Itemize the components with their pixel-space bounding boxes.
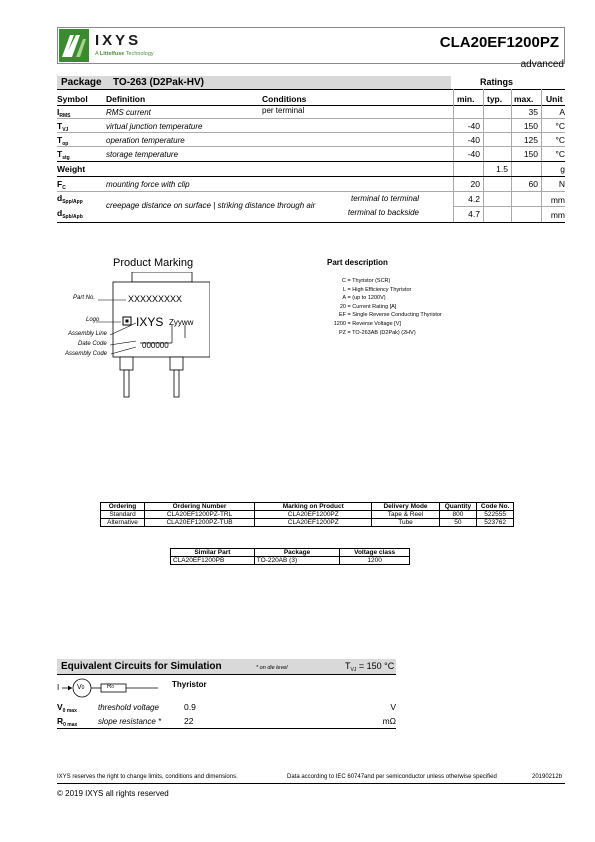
circuit-current-label: I	[57, 683, 60, 692]
marking-label-date-code: Date Code	[78, 341, 107, 347]
tvj-condition: $T_{VJ} = 150$ °C	[345, 661, 395, 673]
row-max: 35	[528, 107, 538, 117]
row-unit: N	[558, 179, 565, 189]
list-item: EF = Single Reverse Conducting Thyristor	[338, 312, 442, 319]
col-header-max: max.	[514, 94, 534, 104]
part-description-list	[322, 278, 482, 338]
ixys-logo-icon	[59, 29, 89, 62]
row-min: -40	[467, 149, 480, 159]
table-cell: Tube	[372, 519, 439, 527]
circuit-r0-label: R0	[107, 684, 114, 690]
table-cell: 523762	[477, 519, 514, 527]
row-definition: virtual junction temperature	[106, 122, 203, 131]
row-divider	[57, 161, 565, 162]
row-unit: °C	[555, 121, 565, 131]
table-header-row	[171, 549, 410, 557]
row-unit: V	[390, 702, 396, 712]
col-header: Voltage class	[340, 549, 410, 557]
table-cell: TO-220AB (3)	[254, 557, 340, 565]
table-cell: CLA20EF1200PZ-TUB	[145, 519, 255, 527]
part-number-title: CLA20EF1200PZ	[439, 34, 559, 51]
table-cell: Alternative	[101, 519, 145, 527]
row-max: 150	[523, 121, 538, 131]
row-min: 4.7	[468, 209, 480, 219]
marking-label-assembly-line: Assembly Line	[68, 331, 108, 337]
table-cell: 1200	[340, 557, 410, 565]
marking-label-logo: Logo	[86, 317, 100, 323]
table-row: Weight	[57, 164, 86, 174]
col-header: Delivery Mode	[372, 503, 439, 511]
row-min: -40	[467, 135, 480, 145]
list-item: A = (up to 1200V)	[342, 295, 386, 302]
table-row: $d_{Spp/App}$	[57, 193, 83, 205]
table-cell: CLA20EF1200PZ-TRL	[145, 511, 255, 519]
marking-leader-lines	[96, 297, 141, 357]
col-header-unit: Unit	[546, 94, 563, 104]
table-row: $I_{RMS}$	[57, 107, 71, 119]
col-header: Ordering	[101, 503, 145, 511]
col-header-symbol: Symbol	[57, 94, 88, 104]
marking-code-text: 000000	[142, 341, 169, 350]
row-definition: slope resistance *	[98, 717, 162, 726]
row-max: 60	[528, 179, 538, 189]
row-divider	[57, 191, 565, 192]
ordering-table	[100, 502, 514, 527]
col-header-conditions: Conditions	[262, 94, 307, 104]
row-condition: terminal to terminal	[350, 194, 419, 203]
row-definition: creepage distance on surface | striking distance through air	[106, 201, 316, 210]
list-item: PZ = TO-263AB (D2Pak) (2HV)	[338, 329, 416, 336]
row-unit: mΩ	[382, 716, 396, 726]
ratings-label: Ratings	[480, 77, 514, 87]
table-row: $V_{0 max}$	[57, 702, 77, 714]
table-row	[101, 519, 514, 527]
row-unit: g	[560, 164, 565, 174]
table-cell: CLA20EF1200PZ	[255, 519, 372, 527]
row-divider	[57, 118, 565, 119]
equivalent-circuits-title: Equivalent Circuits for Simulation	[61, 661, 222, 672]
table-row: $F_C$	[57, 179, 66, 191]
table-cell: 522555	[477, 511, 514, 519]
product-marking-title: Product Marking	[113, 257, 194, 269]
col-header-min: min.	[457, 94, 475, 104]
table-row: $T_{stg}$	[57, 149, 70, 161]
col-header: Similar Part	[171, 549, 255, 557]
row-divider	[57, 132, 565, 133]
list-item: 1200 = Reverse Voltage [V]	[333, 320, 401, 327]
table-cell: 800	[439, 511, 477, 519]
status-label: advanced	[520, 59, 564, 70]
row-value: 22	[184, 716, 194, 726]
table-cell: 50	[439, 519, 477, 527]
brand-name: IXYS	[95, 32, 142, 49]
row-min: -40	[467, 121, 480, 131]
row-divider	[57, 176, 565, 177]
table-cell: CLA20EF1200PZ	[255, 511, 372, 519]
row-definition: threshold voltage	[98, 703, 159, 712]
similar-part-table	[170, 548, 410, 565]
list-item: 20 = Current Rating [A]	[339, 303, 397, 310]
row-divider	[453, 206, 565, 207]
marking-label-assembly-code: Assembly Code	[65, 351, 108, 357]
col-divider	[483, 89, 484, 222]
row-min: 20	[470, 179, 480, 189]
col-header: Quantity	[439, 503, 477, 511]
section-rule	[57, 674, 396, 675]
marking-label-part-no: Part No.	[73, 295, 96, 301]
row-value: 0.9	[184, 702, 196, 712]
table-rule-bottom	[57, 222, 565, 223]
table-header-row	[101, 503, 514, 511]
table-row: $T_{VJ}$	[57, 121, 69, 133]
table-rule-header	[57, 105, 565, 106]
table-cell: Standard	[101, 511, 145, 519]
section-rule	[57, 728, 396, 729]
equivalent-note: * on die level	[256, 665, 288, 671]
device-label: Thyristor	[172, 680, 207, 689]
marking-date-text: Zyyww	[169, 318, 194, 327]
list-item: C = Thyristor (SCR)	[342, 278, 391, 284]
brand-tagline: A Littelfuse Technology	[95, 51, 154, 57]
part-description-title: Part description	[327, 258, 388, 267]
table-cell: Tape & Reel	[372, 511, 439, 519]
row-condition: terminal to backside	[347, 208, 419, 217]
col-header-definition: Definition	[106, 94, 146, 104]
row-unit: A	[559, 107, 565, 117]
row-condition: per terminal	[262, 106, 305, 115]
table-row: $R_{0 max}$	[57, 716, 78, 728]
row-definition: operation temperature	[106, 136, 185, 145]
row-definition: mounting force with clip	[106, 180, 190, 189]
table-row: $d_{Spb/Apb}$	[57, 208, 83, 220]
copyright: © 2019 IXYS all rights reserved	[57, 789, 169, 798]
circuit-v0-label: V0	[77, 684, 85, 691]
row-definition: storage temperature	[106, 150, 179, 159]
row-unit: °C	[555, 149, 565, 159]
package-type: TO-263 (D2Pak-HV)	[113, 77, 204, 88]
row-typ: 1.5	[496, 164, 508, 174]
table-row: $T_{op}$	[57, 135, 69, 147]
table-row	[171, 557, 410, 565]
list-item: L = High Efficiency Thyristor	[342, 286, 412, 293]
footer-revision: 20190212b	[532, 774, 563, 780]
footer-rule	[57, 783, 565, 784]
table-rule-top	[57, 89, 565, 90]
col-header-typ: typ.	[487, 94, 503, 104]
table-row	[101, 511, 514, 519]
row-min: 4.2	[468, 194, 480, 204]
col-header: Code No.	[477, 503, 514, 511]
col-header: Ordering Number	[145, 503, 255, 511]
row-divider	[57, 146, 565, 147]
table-cell: CLA20EF1200PB	[171, 557, 255, 565]
row-definition: RMS current	[106, 108, 151, 117]
footer-standard-note: Data according to IEC 60747and per semiconductor unless otherwise specified	[287, 774, 497, 780]
row-unit: °C	[555, 135, 565, 145]
row-max: 150	[523, 149, 538, 159]
row-max: 125	[523, 135, 538, 145]
package-label: Package	[61, 77, 102, 88]
footer-disclaimer: IXYS reserves the right to change limits, conditions and dimensions.	[57, 774, 238, 780]
col-header: Marking on Product	[255, 503, 372, 511]
marking-part-text: XXXXXXXXX	[128, 294, 183, 304]
marking-logo-text: IXYS	[136, 315, 164, 329]
col-header: Package	[254, 549, 340, 557]
row-unit: mm	[550, 195, 565, 205]
row-unit: mm	[550, 210, 565, 220]
